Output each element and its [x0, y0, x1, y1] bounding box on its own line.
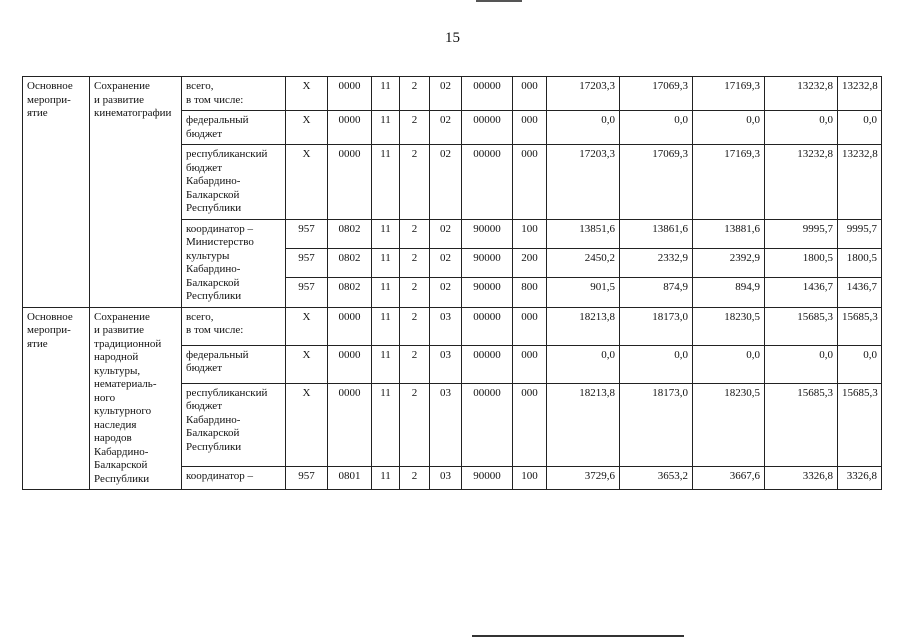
value-cell: 0,0 — [765, 345, 838, 383]
csr-program-cell: 11 — [372, 111, 400, 145]
csr-subprogram-cell: 2 — [400, 278, 430, 307]
rzpr-cell: 0000 — [328, 145, 372, 220]
csr-event-cell: 03 — [430, 467, 462, 490]
csr-event-cell: 02 — [430, 77, 462, 111]
csr-program-cell: 11 — [372, 77, 400, 111]
csr-direction-cell: 90000 — [462, 219, 513, 248]
value-cell: 17203,3 — [547, 77, 620, 111]
value-cell: 18173,0 — [620, 307, 693, 345]
funding-source-cell: координатор – — [182, 467, 286, 490]
vr-cell: 000 — [513, 307, 547, 345]
value-cell: 0,0 — [765, 111, 838, 145]
rzpr-cell: 0000 — [328, 383, 372, 466]
csr-direction-cell: 00000 — [462, 345, 513, 383]
bottom-scan-mark — [472, 635, 684, 637]
csr-program-cell: 11 — [372, 467, 400, 490]
csr-program-cell: 11 — [372, 145, 400, 220]
value-cell: 1436,7 — [838, 278, 882, 307]
value-cell: 3326,8 — [838, 467, 882, 490]
value-cell: 2332,9 — [620, 248, 693, 277]
csr-event-cell: 02 — [430, 248, 462, 277]
vr-cell: 100 — [513, 219, 547, 248]
grbs-cell: 957 — [286, 278, 328, 307]
csr-program-cell: 11 — [372, 383, 400, 466]
value-cell: 3326,8 — [765, 467, 838, 490]
csr-direction-cell: 90000 — [462, 248, 513, 277]
vr-cell: 000 — [513, 111, 547, 145]
value-cell: 17203,3 — [547, 145, 620, 220]
csr-direction-cell: 00000 — [462, 383, 513, 466]
value-cell: 15685,3 — [765, 383, 838, 466]
value-cell: 2392,9 — [693, 248, 765, 277]
value-cell: 13232,8 — [838, 145, 882, 220]
value-cell: 13851,6 — [547, 219, 620, 248]
value-cell: 3729,6 — [547, 467, 620, 490]
vr-cell: 200 — [513, 248, 547, 277]
rzpr-cell: 0000 — [328, 345, 372, 383]
value-cell: 13861,6 — [620, 219, 693, 248]
event-type-cell: Основное меропри- ятие — [23, 307, 90, 490]
csr-program-cell: 11 — [372, 345, 400, 383]
value-cell: 3667,6 — [693, 467, 765, 490]
csr-event-cell: 02 — [430, 278, 462, 307]
rzpr-cell: 0000 — [328, 307, 372, 345]
value-cell: 0,0 — [838, 111, 882, 145]
csr-program-cell: 11 — [372, 219, 400, 248]
value-cell: 15685,3 — [838, 383, 882, 466]
grbs-cell: Х — [286, 77, 328, 111]
value-cell: 1800,5 — [838, 248, 882, 277]
value-cell: 13232,8 — [765, 145, 838, 220]
value-cell: 901,5 — [547, 278, 620, 307]
funding-source-cell: федеральный бюджет — [182, 111, 286, 145]
budget-table — [22, 76, 882, 490]
page-number: 15 — [445, 30, 460, 46]
value-cell: 9995,7 — [765, 219, 838, 248]
csr-subprogram-cell: 2 — [400, 111, 430, 145]
csr-subprogram-cell: 2 — [400, 219, 430, 248]
vr-cell: 100 — [513, 467, 547, 490]
top-scan-mark — [476, 0, 522, 2]
value-cell: 0,0 — [693, 111, 765, 145]
value-cell: 17169,3 — [693, 77, 765, 111]
value-cell: 0,0 — [547, 345, 620, 383]
value-cell: 0,0 — [838, 345, 882, 383]
value-cell: 2450,2 — [547, 248, 620, 277]
csr-event-cell: 02 — [430, 145, 462, 220]
rzpr-cell: 0802 — [328, 278, 372, 307]
value-cell: 1800,5 — [765, 248, 838, 277]
value-cell: 18213,8 — [547, 383, 620, 466]
value-cell: 18230,5 — [693, 383, 765, 466]
csr-direction-cell: 90000 — [462, 467, 513, 490]
csr-program-cell: 11 — [372, 307, 400, 345]
grbs-cell: 957 — [286, 248, 328, 277]
rzpr-cell: 0000 — [328, 77, 372, 111]
rzpr-cell: 0802 — [328, 219, 372, 248]
table-row — [23, 77, 882, 111]
value-cell: 9995,7 — [838, 219, 882, 248]
value-cell: 15685,3 — [765, 307, 838, 345]
funding-source-cell: республиканский бюджет Кабардино- Балкарской Республики — [182, 145, 286, 220]
csr-direction-cell: 00000 — [462, 145, 513, 220]
csr-subprogram-cell: 2 — [400, 383, 430, 466]
grbs-cell: Х — [286, 307, 328, 345]
event-type-cell: Основное меропри- ятие — [23, 77, 90, 308]
vr-cell: 000 — [513, 77, 547, 111]
funding-source-cell: республиканский бюджет Кабардино- Балкарской Республики — [182, 383, 286, 466]
value-cell: 0,0 — [693, 345, 765, 383]
grbs-cell: Х — [286, 345, 328, 383]
value-cell: 17169,3 — [693, 145, 765, 220]
funding-source-cell: координатор – Министерство культуры Кабардино- Балкарской Республики — [182, 219, 286, 307]
csr-subprogram-cell: 2 — [400, 307, 430, 345]
vr-cell: 800 — [513, 278, 547, 307]
value-cell: 0,0 — [620, 345, 693, 383]
grbs-cell: 957 — [286, 219, 328, 248]
funding-source-cell: всего, в том числе: — [182, 307, 286, 345]
grbs-cell: Х — [286, 383, 328, 466]
value-cell: 18230,5 — [693, 307, 765, 345]
event-name-cell: Сохранение и развитие традиционной народной культуры, нематериаль- ного культурного наследия народов Кабардино- Балкарской Республики — [90, 307, 182, 490]
rzpr-cell: 0802 — [328, 248, 372, 277]
rzpr-cell: 0801 — [328, 467, 372, 490]
csr-subprogram-cell: 2 — [400, 345, 430, 383]
csr-event-cell: 02 — [430, 219, 462, 248]
vr-cell: 000 — [513, 145, 547, 220]
value-cell: 894,9 — [693, 278, 765, 307]
value-cell: 17069,3 — [620, 145, 693, 220]
csr-direction-cell: 90000 — [462, 278, 513, 307]
funding-source-cell: федеральный бюджет — [182, 345, 286, 383]
value-cell: 3653,2 — [620, 467, 693, 490]
event-name-cell: Сохранение и развитие кинематографии — [90, 77, 182, 308]
value-cell: 18213,8 — [547, 307, 620, 345]
csr-direction-cell: 00000 — [462, 77, 513, 111]
csr-event-cell: 03 — [430, 307, 462, 345]
value-cell: 18173,0 — [620, 383, 693, 466]
value-cell: 13232,8 — [765, 77, 838, 111]
csr-event-cell: 03 — [430, 345, 462, 383]
csr-subprogram-cell: 2 — [400, 145, 430, 220]
grbs-cell: 957 — [286, 467, 328, 490]
rzpr-cell: 0000 — [328, 111, 372, 145]
value-cell: 15685,3 — [838, 307, 882, 345]
value-cell: 1436,7 — [765, 278, 838, 307]
value-cell: 874,9 — [620, 278, 693, 307]
csr-direction-cell: 00000 — [462, 111, 513, 145]
value-cell: 13881,6 — [693, 219, 765, 248]
csr-subprogram-cell: 2 — [400, 467, 430, 490]
vr-cell: 000 — [513, 383, 547, 466]
csr-event-cell: 03 — [430, 383, 462, 466]
grbs-cell: Х — [286, 145, 328, 220]
table-row — [23, 307, 882, 345]
csr-subprogram-cell: 2 — [400, 77, 430, 111]
value-cell: 13232,8 — [838, 77, 882, 111]
csr-subprogram-cell: 2 — [400, 248, 430, 277]
value-cell: 0,0 — [547, 111, 620, 145]
funding-source-cell: всего, в том числе: — [182, 77, 286, 111]
csr-direction-cell: 00000 — [462, 307, 513, 345]
value-cell: 0,0 — [620, 111, 693, 145]
csr-program-cell: 11 — [372, 248, 400, 277]
grbs-cell: Х — [286, 111, 328, 145]
csr-program-cell: 11 — [372, 278, 400, 307]
vr-cell: 000 — [513, 345, 547, 383]
value-cell: 17069,3 — [620, 77, 693, 111]
csr-event-cell: 02 — [430, 111, 462, 145]
